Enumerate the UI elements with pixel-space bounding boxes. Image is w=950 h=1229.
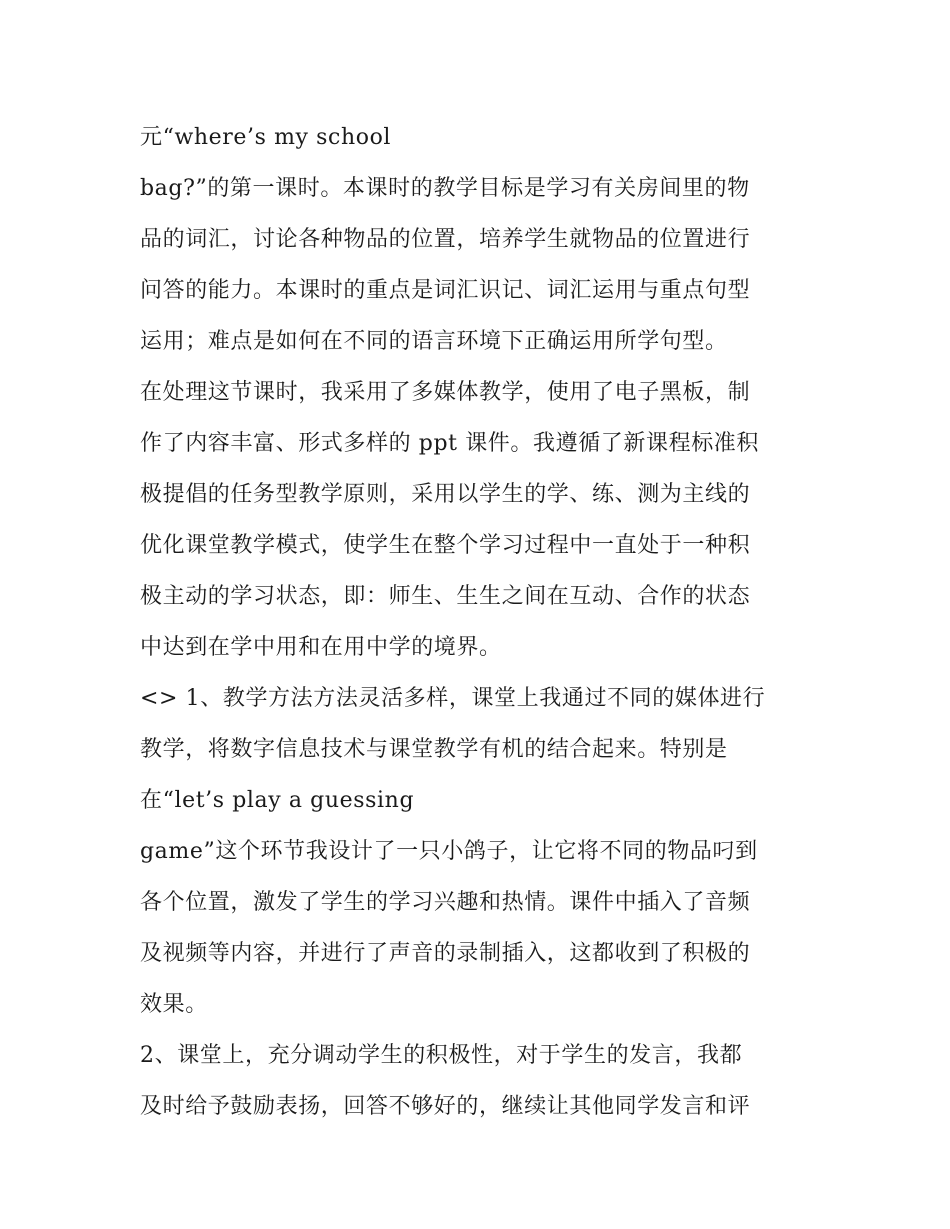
text-line: 中达到在学中用和在用中学的境界。 [140, 635, 502, 660]
text-line: 运用；难点是如何在不同的语言环境下正确运用所学句型。 [140, 329, 728, 354]
text-line: <> 1、教学方法方法灵活多样，课堂上我通过不同的媒体进行 [140, 686, 766, 711]
text-line: 品的词汇，讨论各种物品的位置，培养学生就物品的位置进行 [140, 227, 751, 252]
text-line: 极提倡的任务型教学原则，采用以学生的学、练、测为主线的 [140, 482, 751, 507]
text-line: 及时给予鼓励表扬，回答不够好的，继续让其他同学发言和评 [140, 1094, 751, 1119]
text-line: 问答的能力。本课时的重点是词汇识记、词汇运用与重点句型 [140, 278, 751, 303]
text-line: 优化课堂教学模式，使学生在整个学习过程中一直处于一种积 [140, 533, 751, 558]
text-line: 极主动的学习状态，即：师生、生生之间在互动、合作的状态 [140, 584, 751, 609]
text-line: bag?”的第一课时。本课时的教学目标是学习有关房间里的物 [140, 176, 750, 201]
text-line: 作了内容丰富、形式多样的 ppt 课件。我遵循了新课程标准积 [140, 431, 759, 456]
text-line: 在“let’s play a guessing [140, 788, 415, 813]
text-line: game”这个环节我设计了一只小鸽子，让它将不同的物品叼到 [140, 839, 758, 864]
text-line: 在处理这节课时，我采用了多媒体教学，使用了电子黑板，制 [140, 380, 751, 405]
document-body [140, 112, 820, 1132]
text-line: 各个位置，激发了学生的学习兴趣和热情。课件中插入了音频 [140, 890, 751, 915]
text-line: 效果。 [140, 992, 208, 1017]
text-line: 2、课堂上，充分调动学生的积极性，对于学生的发言，我都 [140, 1043, 743, 1068]
text-line: 元“where’s my school [140, 125, 392, 150]
text-line: 教学，将数字信息技术与课堂教学有机的结合起来。特别是 [140, 737, 728, 762]
text-line: 及视频等内容，并进行了声音的录制插入，这都收到了积极的 [140, 941, 751, 966]
